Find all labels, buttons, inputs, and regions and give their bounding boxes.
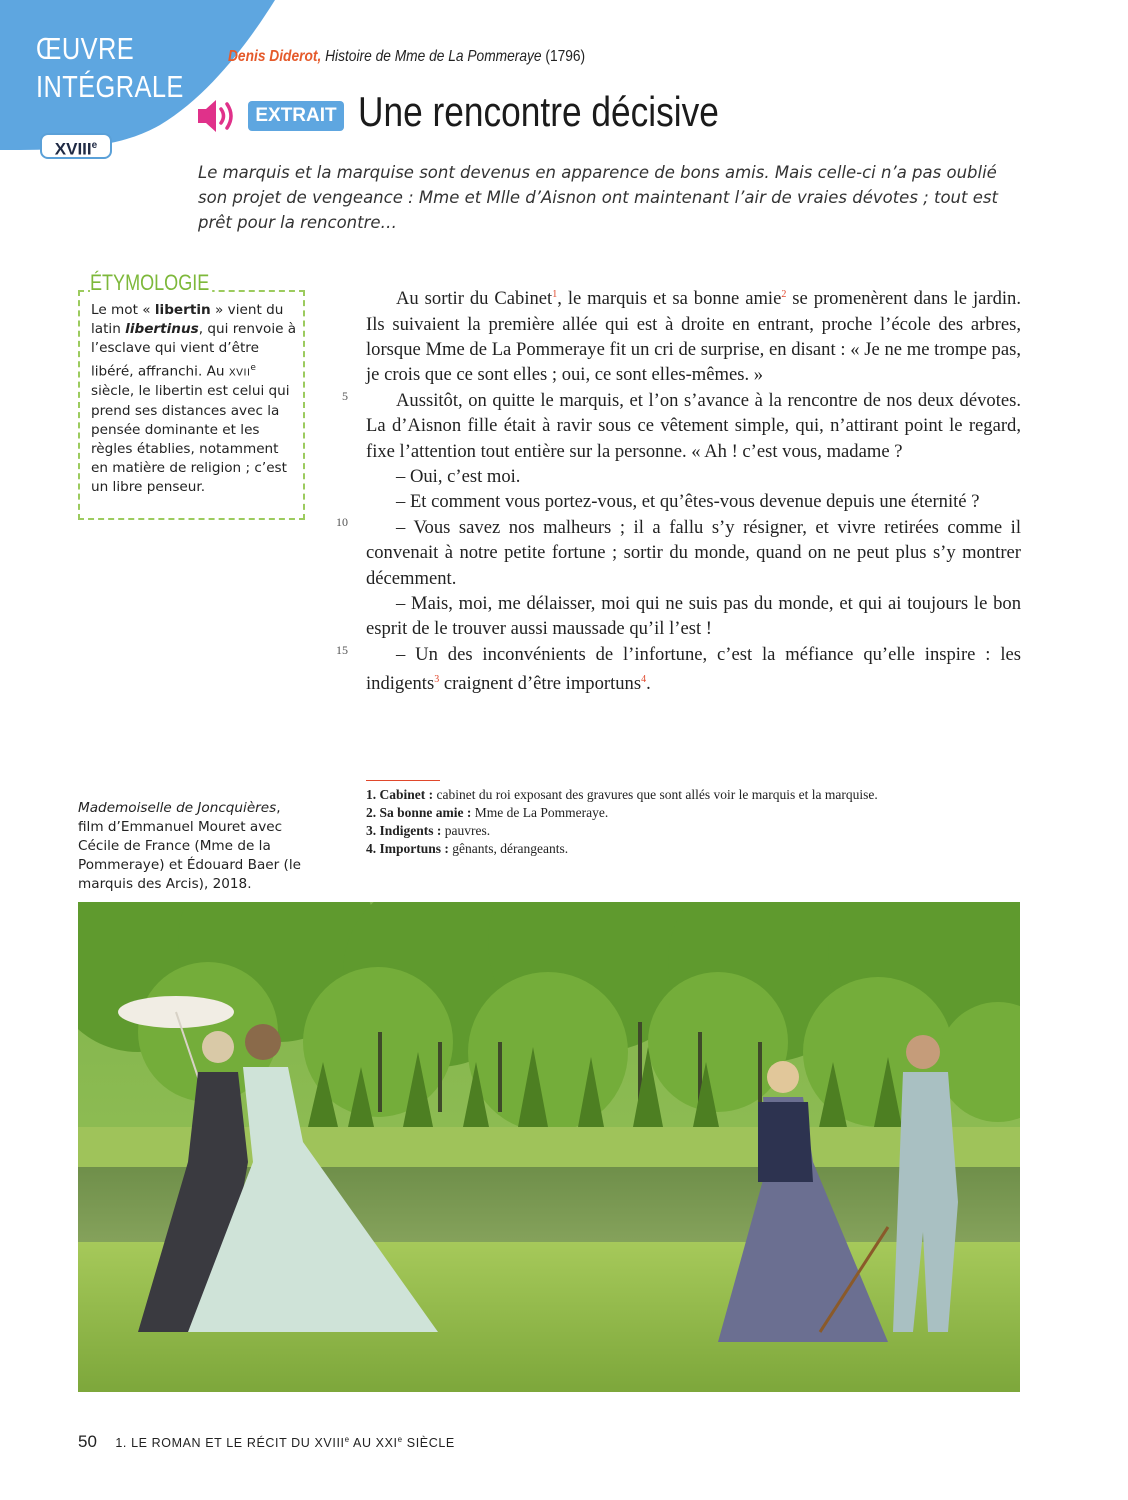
footnote-def: gênants, dérangeants. (448, 841, 569, 856)
chapter-sup-2: e (397, 1434, 403, 1444)
chapter-c: SIÈCLE (402, 1436, 455, 1450)
extract-title: Une rencontre décisive (358, 88, 719, 135)
etym-t4: siècle, le libertin est celui qui prend ses distances avec la pensée dominante et les règles établies, notamment en matière de religion ; c’est un libre penseur. (91, 383, 290, 496)
intro-paragraph: Le marquis et la marquise sont devenus en apparence de bons amis. Mais celle-ci n’a pas oublié son projet de vengeance : Mme et Mlle d’Aisnon ont maintenant l’air de vraies dévotes ; tout est prêt pour la rencontre… (198, 163, 998, 232)
etym-latin: libertinus (125, 321, 199, 338)
footnote-def: pauvres. (441, 823, 491, 838)
chapter-sup-1: e (344, 1434, 350, 1444)
line-number-5: 5 (342, 389, 348, 403)
paragraph-7 (366, 642, 1021, 697)
footnote-rule (366, 780, 440, 781)
work-title: Histoire de Mme de La Pommeraye (325, 48, 542, 65)
p7-a: – Un des inconvénients de l’infortune, c’est la méfiance qu’elle inspire : les indigents (366, 643, 1021, 695)
work-year: (1796) (545, 48, 586, 65)
p1-a: Au sortir du Cabinet (396, 288, 553, 310)
author-name: Denis Diderot, (228, 48, 322, 65)
line-number-15: 15 (336, 643, 348, 657)
caption-details: , film d’Emmanuel Mouret avec Cécile de France (Mme de la Pommeraye) et Édouard Baer (le marquis des Arcis), 2018. (78, 800, 301, 892)
etymology-text (91, 301, 299, 498)
century-label: XVIII (54, 139, 92, 159)
footnote-2 (366, 804, 1026, 822)
etym-word: libertin (154, 302, 211, 318)
etym-t1: Le mot « (91, 302, 155, 318)
footnote-ref-1[interactable]: 1 (552, 289, 558, 300)
paragraph-1 (366, 282, 1021, 388)
century-suffix: e (91, 140, 98, 151)
paragraph-4: – Et comment vous portez-vous, et qu’êtes-vous devenue depuis une éternité ? (396, 491, 980, 513)
etym-century-suffix: e (250, 362, 256, 373)
footnote-term: 4. Importuns : (366, 841, 449, 856)
p7-c: . (646, 673, 651, 695)
etym-t2: » vient du latin (91, 302, 284, 338)
p1-c: se promenèrent dans le jardin. Ils suivaient la première allée qui est à droite en entrant, proche l’école des arbres, lorsque Mme de La Pommeraye fit un cri de surprise, en disant : « Je ne me trompe pas, je crois que ce sont elles ; oui, ce sont elles-mêmes. » (366, 288, 1021, 386)
footnote-1 (366, 786, 1026, 804)
audio-speaker-icon[interactable] (196, 98, 240, 134)
line-number-10: 10 (336, 515, 348, 529)
p7-b: craignent d’être importuns (439, 673, 642, 695)
etymology-title: ÉTYMOLOGIE (90, 270, 213, 296)
paragraph-6: – Mais, moi, me délaisser, moi qui ne suis pas du monde, et qui ai toujours le bon esprit de le trouver aussi maussade qu’il l’est ! (366, 593, 1021, 640)
page-footer (78, 1432, 455, 1452)
photo-caption (78, 799, 308, 894)
footnote-ref-4[interactable]: 4 (641, 674, 647, 686)
footnote-term: 1. Cabinet : (366, 787, 434, 802)
footnote-ref-3[interactable]: 3 (434, 674, 440, 686)
extract-badge: EXTRAIT 3 (248, 101, 344, 131)
etym-century: XVII (228, 367, 251, 379)
source-line (228, 48, 585, 66)
oeuvre-integrale-label: ŒUVRE INTÉGRALE (36, 31, 184, 104)
chapter-b: AU XXI (349, 1436, 398, 1450)
etym-t3: , qui renvoie à l’esclave qui vient d’être libéré, affranchi. Au (91, 321, 297, 380)
footnote-def: cabinet du roi exposant des gravures que sont allés voir le marquis et la marquise. (433, 787, 878, 802)
chapter-a: 1. LE ROMAN ET LE RÉCIT DU XVIII (115, 1436, 345, 1450)
footnote-def: Mme de La Pommeraye. (471, 805, 609, 820)
main-text (366, 282, 1021, 697)
century-badge (40, 133, 112, 159)
footnote-3 (366, 822, 1026, 840)
paragraph-2: Aussitôt, on quitte le marquis, et l’on s’avance à la rencontre de nos deux dévotes. La d’Aisnon fille était à ravir sous ce vêtement simple, qui, n’attirant point le regard, fixe l’attention tout entière sur la personne. « Ah ! c’est vous, madame ? (366, 389, 1021, 462)
page-number: 50 (78, 1432, 97, 1451)
footnote-term: 2. Sa bonne amie : (366, 805, 472, 820)
paragraph-5: – Vous savez nos malheurs ; il a fallu s’y résigner, et vivre retirées comme il convenait à notre petite fortune ; sortir du monde, quand on ne peut plus s’y montrer décemment. (366, 516, 1021, 589)
paragraph-3: – Oui, c’est moi. (396, 466, 521, 488)
footnote-ref-2[interactable]: 2 (781, 289, 787, 300)
footnote-4 (366, 840, 1026, 858)
footnotes (366, 786, 1026, 858)
footnote-term: 3. Indigents : (366, 823, 442, 838)
p1-b: , le marquis et sa bonne amie (557, 288, 782, 310)
caption-film-title: Mademoiselle de Joncquières (78, 800, 277, 816)
film-still-photo (78, 902, 1020, 1392)
chapter-title (115, 1436, 454, 1450)
